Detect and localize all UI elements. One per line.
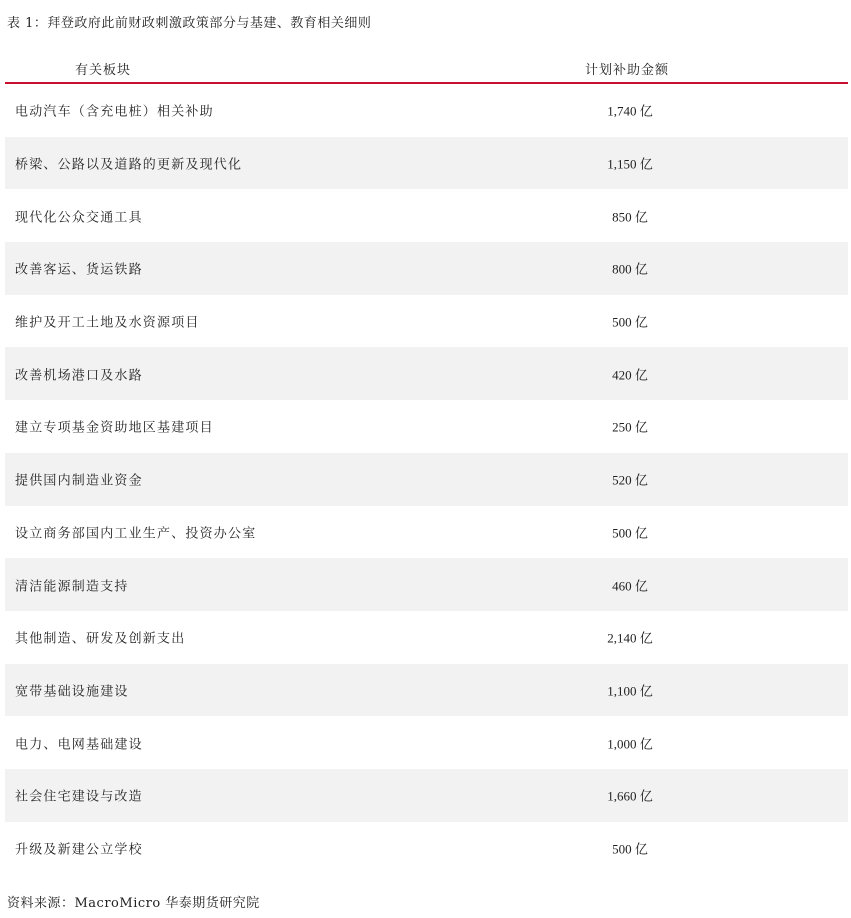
table-row (5, 400, 848, 453)
table-caption: 表 1：拜登政府此前财政刺激政策部分与基建、教育相关细则 (7, 16, 372, 31)
amount-cell: 250 亿 (612, 419, 648, 435)
table-header (5, 50, 848, 84)
amount-cell: 2,140 亿 (607, 630, 653, 646)
subsidy-table (5, 50, 848, 874)
category-cell: 改善客运、货运铁路 (15, 262, 143, 278)
category-cell: 其他制造、研发及创新支出 (15, 631, 186, 647)
amount-cell: 1,000 亿 (607, 736, 653, 752)
category-cell: 提供国内制造业资金 (15, 473, 143, 489)
table-row (5, 716, 848, 769)
header-category: 有关板块 (75, 63, 132, 78)
category-cell: 现代化公众交通工具 (15, 210, 143, 226)
amount-cell: 1,740 亿 (607, 103, 653, 119)
amount-cell: 800 亿 (612, 261, 648, 277)
amount-cell: 1,100 亿 (607, 683, 653, 699)
table-row (5, 822, 848, 875)
header-amount: 计划补助金额 (585, 63, 670, 78)
table-row (5, 769, 848, 822)
category-cell: 改善机场港口及水路 (15, 368, 143, 384)
category-cell: 社会住宅建设与改造 (15, 789, 143, 805)
category-cell: 升级及新建公立学校 (15, 842, 143, 858)
table-row (5, 664, 848, 717)
category-cell: 建立专项基金资助地区基建项目 (15, 420, 214, 436)
table-row (5, 611, 848, 664)
table-row (5, 558, 848, 611)
table-row (5, 242, 848, 295)
category-cell: 电动汽车（含充电桩）相关补助 (15, 104, 214, 120)
table-row (5, 453, 848, 506)
amount-cell: 460 亿 (612, 578, 648, 594)
table-row (5, 295, 848, 348)
amount-cell: 1,150 亿 (607, 156, 653, 172)
amount-cell: 500 亿 (612, 314, 648, 330)
amount-cell: 520 亿 (612, 472, 648, 488)
amount-cell: 420 亿 (612, 367, 648, 383)
category-cell: 清洁能源制造支持 (15, 579, 129, 595)
category-cell: 宽带基础设施建设 (15, 684, 129, 700)
table-row (5, 506, 848, 559)
table-row (5, 137, 848, 190)
amount-cell: 500 亿 (612, 525, 648, 541)
source-note: 资料来源：MacroMicro 华泰期货研究院 (7, 896, 260, 911)
table-body (5, 84, 848, 874)
table-row (5, 84, 848, 137)
category-cell: 维护及开工土地及水资源项目 (15, 315, 200, 331)
category-cell: 电力、电网基础建设 (15, 737, 143, 753)
amount-cell: 1,660 亿 (607, 788, 653, 804)
table-row (5, 189, 848, 242)
category-cell: 设立商务部国内工业生产、投资办公室 (15, 526, 257, 542)
amount-cell: 850 亿 (612, 209, 648, 225)
amount-cell: 500 亿 (612, 841, 648, 857)
category-cell: 桥梁、公路以及道路的更新及现代化 (15, 157, 243, 173)
table-row (5, 347, 848, 400)
